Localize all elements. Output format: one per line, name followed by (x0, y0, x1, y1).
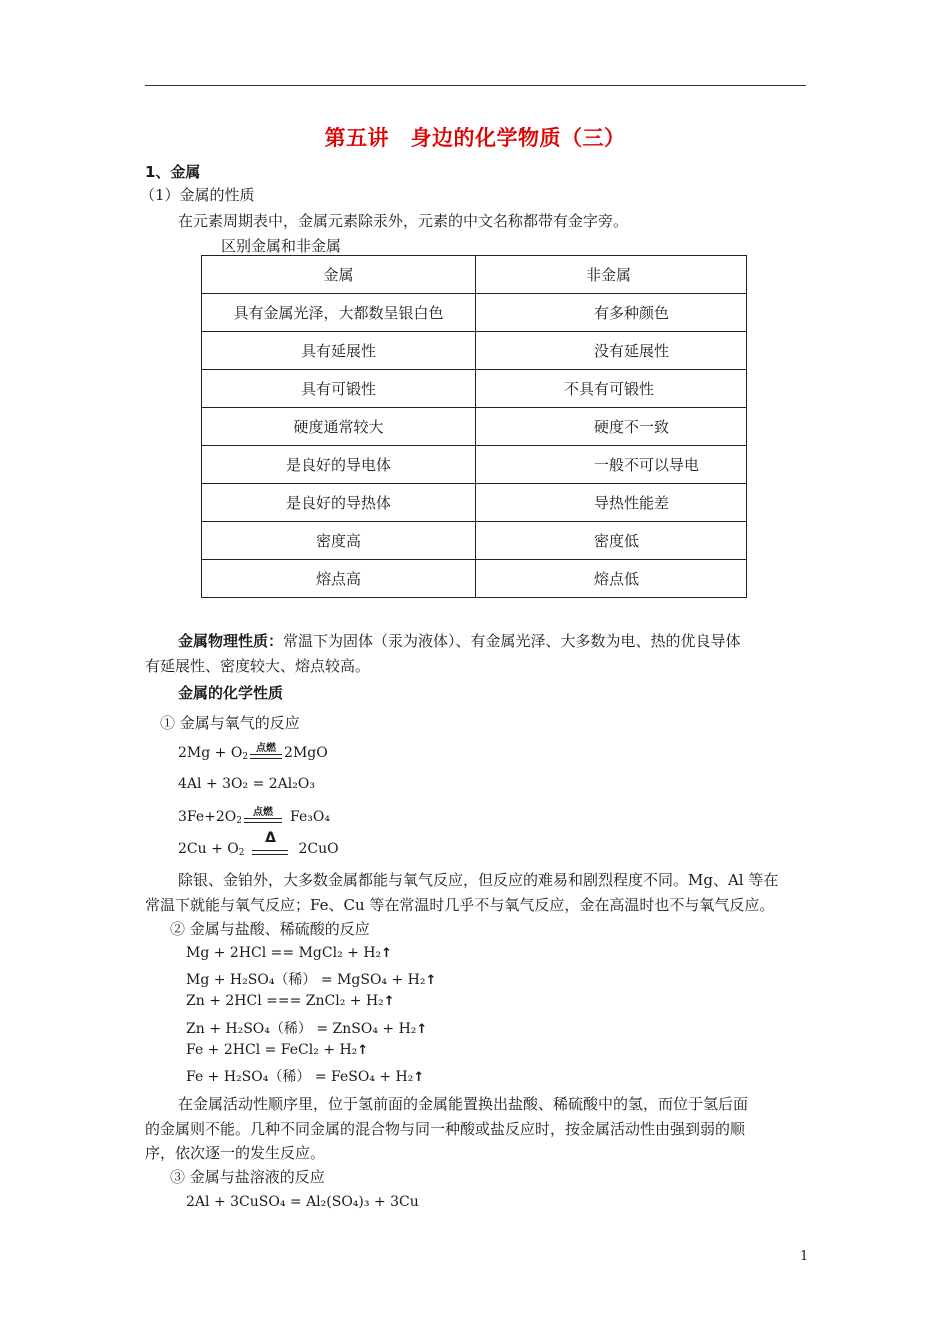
equation-cu-oxygen (178, 830, 339, 858)
cell-nonmetal: 硬度不一致 (476, 408, 747, 446)
table-row (202, 408, 747, 446)
equation-text: Mg + H₂SO₄（稀） = MgSO₄ + H₂ (186, 972, 426, 988)
table-header-row (202, 256, 747, 294)
comparison-table (201, 255, 747, 598)
gas-arrow-icon: ↑ (381, 946, 393, 961)
cell-metal: 具有延展性 (202, 332, 476, 370)
equation-text: Mg + 2HCl == MgCl₂ + H₂ (186, 945, 382, 961)
table-row (202, 522, 747, 560)
equation-text: Fe + 2HCl = FeCl₂ + H₂ (186, 1042, 358, 1058)
header-metal: 金属 (202, 256, 476, 294)
equation-acid (186, 969, 436, 989)
reaction-condition-heat (252, 830, 288, 858)
subsection-heading: （1）金属的性质 (140, 186, 255, 204)
gas-arrow-icon: ↑ (413, 1070, 425, 1085)
subscript: 2 (238, 848, 245, 858)
equation-rhs: Fe₃O₄ (290, 809, 330, 825)
equation-rhs: 2MgO (284, 745, 328, 761)
physical-properties-label: 金属物理性质： (178, 632, 284, 650)
table-caption: 区别金属和非金属 (221, 237, 342, 255)
equation-lhs: 2Mg + O (178, 745, 243, 761)
cell-metal: 密度高 (202, 522, 476, 560)
equation-acid (186, 1066, 424, 1086)
paragraph-activity-line2: 的金属则不能。几种不同金属的混合物与同一种酸或盐反应时，按金属活动性由强到弱的顺 (145, 1120, 746, 1138)
paragraph-oxygen-line2: 常温下就能与氧气反应；Fe、Cu 等在常温时几乎不与氧气反应，金在高温时也不与氧气反应。 (145, 896, 775, 914)
table-row (202, 370, 747, 408)
equation-text: Zn + 2HCl === ZnCl₂ + H₂ (186, 993, 384, 1009)
item-oxygen-reaction: ① 金属与氧气的反应 (160, 714, 300, 732)
physical-properties-line1 (178, 630, 741, 651)
equation-lhs: 2Cu + O (178, 841, 239, 857)
equation-lhs: 3Fe+2O (178, 809, 237, 825)
condition-label: Δ (265, 830, 276, 846)
equation-al-cuso4: 2Al + 3CuSO₄ = Al₂(SO₄)₃ + 3Cu (186, 1194, 419, 1210)
equation-al-oxygen: 4Al + 3O₂ = 2Al₂O₃ (178, 776, 315, 792)
gas-arrow-icon: ↑ (383, 994, 395, 1009)
item-salt-reaction: ③ 金属与盐溶液的反应 (170, 1168, 325, 1186)
paragraph-activity-line1: 在金属活动性顺序里，位于氢前面的金属能置换出盐酸、稀硫酸中的氢，而位于氢后面 (178, 1095, 749, 1113)
header-nonmetal: 非金属 (476, 256, 747, 294)
gas-arrow-icon: ↑ (425, 973, 437, 988)
equation-acid (186, 1018, 427, 1038)
equation-acid (186, 993, 395, 1009)
intro-paragraph: 在元素周期表中，金属元素除汞外，元素的中文名称都带有金字旁。 (178, 212, 629, 230)
cell-metal: 硬度通常较大 (202, 408, 476, 446)
cell-metal: 具有金属光泽，大都数呈银白色 (202, 294, 476, 332)
reaction-condition-ignite (244, 808, 282, 826)
cell-metal: 是良好的导热体 (202, 484, 476, 522)
item-acid-reaction: ② 金属与盐酸、稀硫酸的反应 (170, 920, 370, 938)
equation-acid (186, 1042, 368, 1058)
page-title: 第五讲 身边的化学物质（三） (324, 126, 626, 150)
equation-acid (186, 945, 392, 961)
table-row (202, 446, 747, 484)
gas-arrow-icon: ↑ (357, 1043, 369, 1058)
gas-arrow-icon: ↑ (416, 1022, 428, 1037)
equation-fe-oxygen (178, 808, 330, 826)
cell-metal: 具有可锻性 (202, 370, 476, 408)
subscript: 2 (236, 816, 242, 826)
cell-metal: 熔点高 (202, 560, 476, 598)
equation-text: Zn + H₂SO₄（稀） = ZnSO₄ + H₂ (186, 1021, 417, 1037)
table-row (202, 332, 747, 370)
cell-nonmetal: 不具有可锻性 (476, 370, 747, 408)
equation-rhs: 2CuO (298, 841, 339, 857)
cell-nonmetal: 密度低 (476, 522, 747, 560)
equation-mg-oxygen (178, 744, 328, 762)
cell-nonmetal: 没有延展性 (476, 332, 747, 370)
condition-label: 点燃 (253, 807, 273, 818)
cell-nonmetal: 一般不可以导电 (476, 446, 747, 484)
paragraph-activity-line3: 序，依次逐一的发生反应。 (145, 1144, 326, 1162)
condition-label: 点燃 (256, 743, 277, 754)
table-row (202, 560, 747, 598)
table-row (202, 484, 747, 522)
cell-nonmetal: 有多种颜色 (476, 294, 747, 332)
cell-metal: 是良好的导电体 (202, 446, 476, 484)
header-rule (145, 85, 806, 86)
reaction-condition-ignite (250, 744, 282, 762)
section-heading-metals: 1、金属 (145, 163, 201, 181)
table-row (202, 294, 747, 332)
cell-nonmetal: 导热性能差 (476, 484, 747, 522)
page-number: 1 (800, 1249, 809, 1264)
paragraph-oxygen-line1: 除银、金铂外，大多数金属都能与氧气反应，但反应的难易和剧烈程度不同。Mg、Al 等在 (178, 871, 779, 889)
physical-properties-text: 常温下为固体（汞为液体）、有金属光泽、大多数为电、热的优良导体 (283, 632, 741, 650)
cell-nonmetal: 熔点低 (476, 560, 747, 598)
equation-text: Fe + H₂SO₄（稀） = FeSO₄ + H₂ (186, 1069, 414, 1085)
physical-properties-line2: 有延展性、密度较大、熔点较高。 (145, 657, 371, 675)
subscript: 2 (242, 752, 249, 762)
chemical-properties-heading: 金属的化学性质 (178, 684, 284, 702)
